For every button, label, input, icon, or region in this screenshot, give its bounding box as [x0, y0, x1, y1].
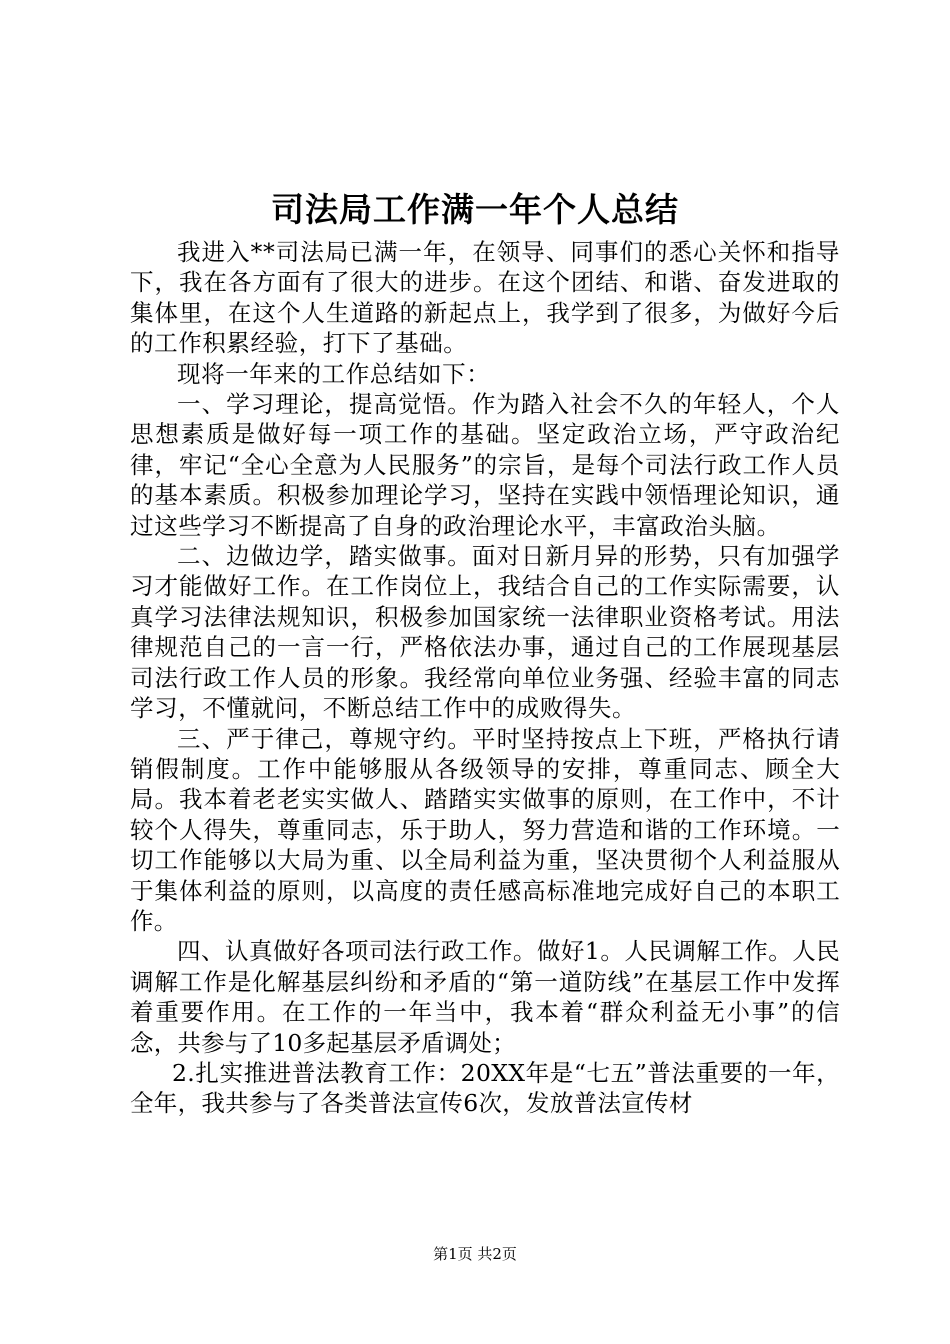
paragraph-section-2: 二、边做边学，踏实做事。面对日新月异的形势，只有加强学习才能做好工作。在工作岗位上，我结合自己的工作实际需要，认真学习法律法规知识，积极参加国家统一法律职业资格考试。用法律规范自己的一言一行，严格依法办事，通过自己的工作展现基层司法行政工作人员的形象。我经常向单位业务强、经验丰富的同志学习，不懂就问，不断总结工作中的成败得失。 [130, 542, 840, 723]
paragraph-summary-lead: 现将一年来的工作总结如下： [177, 359, 491, 388]
paragraph-section-1: 一、学习理论，提高觉悟。作为踏入社会不久的年轻人，个人思想素质是做好每一项工作的基础。坚定政治立场，严守政治纪律，牢记“全心全意为人民服务”的宗旨，是每个司法行政工作人员的基本素质。积极参加理论学习，坚持在实践中领悟理论知识，通过这些学习不断提高了自身的政治理论水平，丰富政治头脑。 [130, 390, 840, 540]
page-number-footer: 第1页 共2页 [433, 1245, 517, 1263]
document-body [130, 237, 840, 1119]
paragraph-intro: 我进入**司法局已满一年，在领导、同事们的悉心关怀和指导下，我在各方面有了很大的进步。在这个团结、和谐、奋发进取的集体里，在这个人生道路的新起点上，我学到了很多，为做好今后的工作积累经验，打下了基础。 [130, 238, 840, 358]
paragraph-section-4-item-2: 2.扎实推进普法教育工作：20XX年是“七五”普法重要的一年，全年，我共参与了各类普法宣传6次，发放普法宣传材 [130, 1058, 840, 1118]
document-title: 司法局工作满一年个人总结 [271, 190, 679, 229]
paragraph-section-4: 四、认真做好各项司法行政工作。做好1。人民调解工作。人民调解工作是化解基层纠纷和矛盾的“第一道防线”在基层工作中发挥着重要作用。在工作的一年当中，我本着“群众利益无小事”的信念，共参与了10多起基层矛盾调处； [130, 937, 840, 1057]
paragraph-section-3: 三、严于律己，尊规守约。平时坚持按点上下班，严格执行请销假制度。工作中能够服从各级领导的安排，尊重同志、顾全大局。我本着老老实实做人、踏踏实实做事的原则，在工作中，不计较个人得失，尊重同志，乐于助人，努力营造和谐的工作环境。一切工作能够以大局为重、以全局利益为重，坚决贯彻个人利益服从于集体利益的原则，以高度的责任感高标准地完成好自己的本职工作。 [130, 724, 840, 935]
